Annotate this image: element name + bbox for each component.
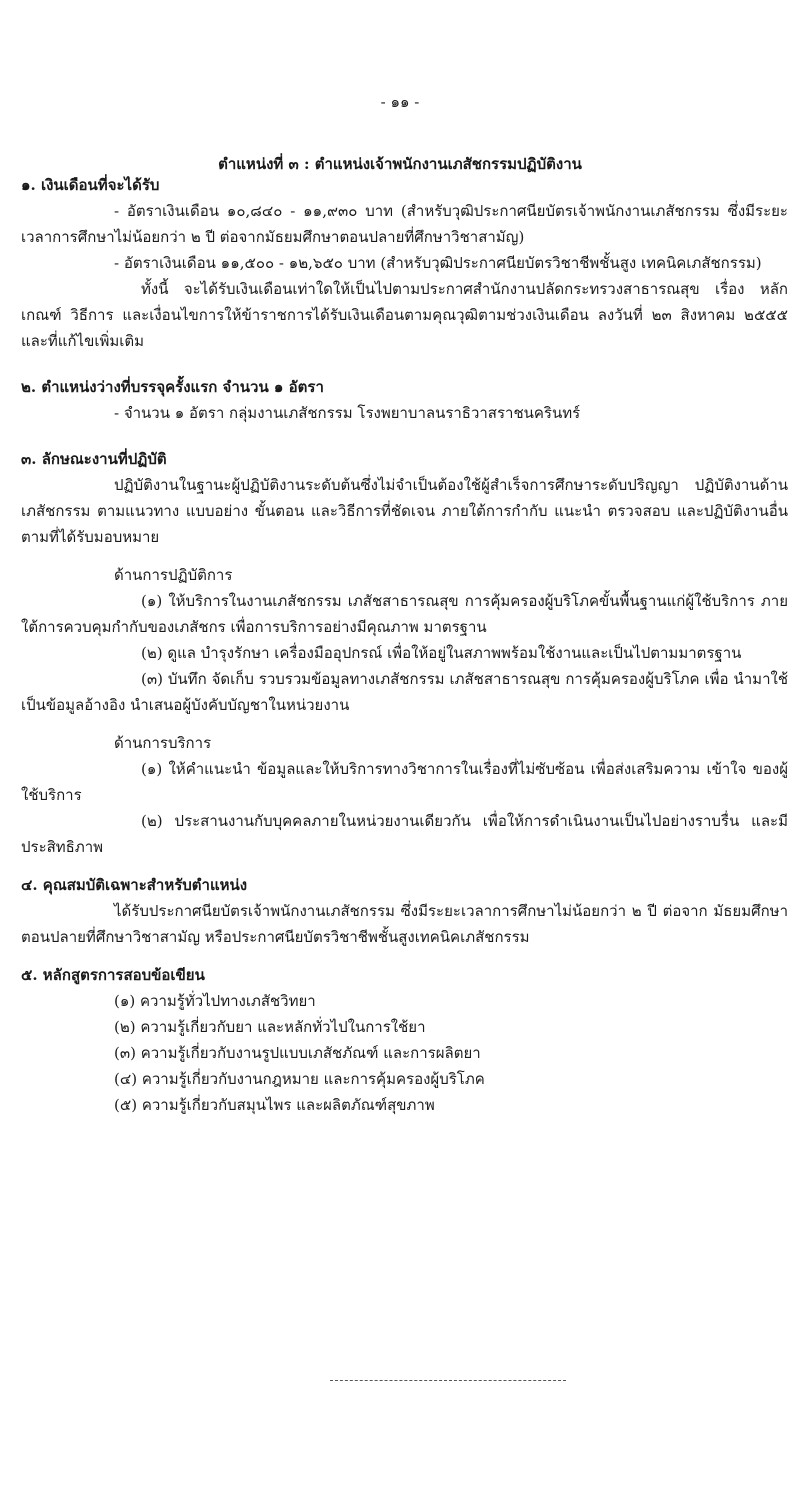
section5-heading: ๕. หลักสูตรการสอบข้อเขียน (21, 966, 205, 984)
page-title: ตำแหน่งที่ ๓ : ตำแหน่งเจ้าพนักงานเภสัชกรรมปฏิบัติงาน (218, 155, 582, 173)
end-divider (330, 1380, 566, 1381)
spacer (21, 950, 788, 962)
section1-heading: ๑. เงินเดือนที่จะได้รับ (21, 176, 160, 194)
exam-subject-item: (๒) ความรู้เกี่ยวกับยา และหลักทั่วไปในการใช้ยา (114, 1018, 426, 1036)
exam-subject-item: (๔) ความรู้เกี่ยวกับงานกฎหมาย และการคุ้มครองผู้บริโภค (114, 1070, 485, 1088)
exam-subject-item: (๑) ความรู้ทั่วไปทางเภสัชวิทยา (114, 992, 316, 1010)
exam-subject-item: (๕) ความรู้เกี่ยวกับสมุนไพร และผลิตภัณฑ์สุขภาพ (114, 1096, 435, 1114)
salary-range-2: - อัตราเงินเดือน ๑๑,๕๐๐ - ๑๒,๖๕๐ บาท (สำหรับวุฒิประกาศนียบัตรวิชาชีพชั้นสูง เทคนิคเภสัชกรรม) (114, 254, 762, 272)
job-description: ปฏิบัติงานในฐานะผู้ปฏิบัติงานระดับต้นซึ่งไม่จำเป็นต้องใช้ผู้สำเร็จการศึกษาระดับปริญญา ปฏิบัติงานด้านเภสัชกรรม ตามแนวทาง แบบอย่าง ขั้นตอน และวิธีการที่ชัดเจน ภายใต้การกำกับ แนะนำ ตรวจสอบ และปฏิบัติงานอื่นตามที่ได้รับมอบหมาย (21, 476, 788, 546)
section3-heading: ๓. ลักษณะงานที่ปฏิบัติ (21, 450, 167, 468)
exam-subject-item: (๓) ความรู้เกี่ยวกับงานรูปแบบเภสัชภัณฑ์ และการผลิตยา (114, 1044, 481, 1062)
operations-item: (๒) ดูแล บำรุงรักษา เครื่องมืออุปกรณ์ เพื่อให้อยู่ในสภาพพร้อมใช้งานและเป็นไปตามมาตรฐาน (141, 644, 742, 662)
spacer (21, 426, 788, 446)
document-body (21, 172, 788, 1118)
spacer (21, 718, 788, 730)
spacer (21, 860, 788, 872)
vacancy-detail: - จำนวน ๑ อัตรา กลุ่มงานเภสัชกรรม โรงพยาบาลนราธิวาสราชนครินทร์ (114, 404, 581, 422)
section4-heading: ๔. คุณสมบัติเฉพาะสำหรับตำแหน่ง (21, 876, 248, 894)
services-heading: ด้านการบริการ (114, 734, 212, 752)
operations-item: (๑) ให้บริการในงานเภสัชกรรม เภสัชสาธารณสุข การคุ้มครองผู้บริโภคขั้นพื้นฐานแก่ผู้ใช้บริการ ภายใต้การควบคุมกำกับของเภสัชกร เพื่อการบริการอย่างมีคุณภาพ มาตรฐาน (21, 592, 788, 636)
page-number: - ๑๑ - (380, 93, 420, 111)
operations-item: (๓) บันทึก จัดเก็บ รวบรวมข้อมูลทางเภสัชกรรม เภสัชสาธารณสุข การคุ้มครองผู้บริโภค เพื่อ นำมาใช้เป็นข้อมูลอ้างอิง นำเสนอผู้บังคับบัญชาในหน่วยงาน (21, 670, 788, 714)
section2-heading: ๒. ตำแหน่งว่างที่บรรจุครั้งแรก จำนวน ๑ อัตรา (21, 378, 324, 396)
spacer (21, 550, 788, 562)
salary-range-1: - อัตราเงินเดือน ๑๐,๘๔๐ - ๑๑,๙๓๐ บาท (สำหรับวุฒิประกาศนียบัตรเจ้าพนักงานเภสัชกรรม ซึ่งมีระยะเวลาการศึกษาไม่น้อยกว่า ๒ ปี ต่อจากมัธยมศึกษาตอนปลายที่ศึกษาวิชาสามัญ) (21, 202, 788, 246)
operations-heading: ด้านการปฏิบัติการ (114, 566, 233, 584)
services-item: (๑) ให้คำแนะนำ ข้อมูลและให้บริการทางวิชาการในเรื่องที่ไม่ซับซ้อน เพื่อส่งเสริมความ เข้าใจ ของผู้ใช้บริการ (21, 760, 788, 804)
qualification-text: ได้รับประกาศนียบัตรเจ้าพนักงานเภสัชกรรม ซึ่งมีระยะเวลาการศึกษาไม่น้อยกว่า ๒ ปี ต่อจาก มัธยมศึกษาตอนปลายที่ศึกษาวิชาสามัญ หรือประกาศนียบัตรวิชาชีพชั้นสูงเทคนิคเภสัชกรรม (21, 902, 788, 946)
services-item: (๒) ประสานงานกับบุคคลภายในหน่วยงานเดียวกัน เพื่อให้การดำเนินงานเป็นไปอย่างราบรื่น และมีประสิทธิภาพ (21, 812, 788, 856)
spacer (21, 354, 788, 374)
salary-note: ทั้งนี้ จะได้รับเงินเดือนเท่าใดให้เป็นไปตามประกาศสำนักงานปลัดกระทรวงสาธารณสุข เรื่อง หลักเกณฑ์ วิธีการ และเงื่อนไขการให้ข้าราชการได้รับเงินเดือนตามคุณวุฒิตามช่วงเงินเดือน ลงวันที่ ๒๓ สิงหาคม ๒๕๕๕ และที่แก้ไขเพิ่มเติม (21, 280, 788, 350)
